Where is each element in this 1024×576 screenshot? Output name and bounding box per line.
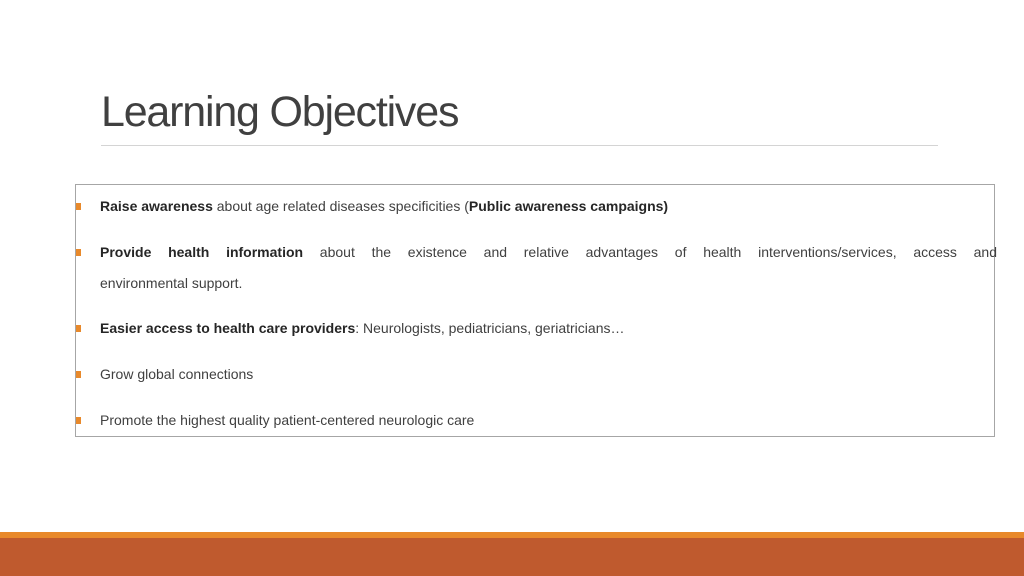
item-bold-text: Easier access to health care providers bbox=[100, 320, 356, 336]
item-text: Grow global connections bbox=[100, 366, 254, 382]
item-text: about the existence and relative advantages of health interventions/services, access and bbox=[303, 244, 997, 260]
square-bullet-icon bbox=[76, 325, 81, 332]
item-text-continuation: environmental support. bbox=[100, 275, 243, 291]
square-bullet-icon bbox=[76, 417, 81, 424]
item-text: about age related diseases specificities ( bbox=[212, 198, 469, 214]
title-underline bbox=[101, 145, 938, 146]
item-bold-text-2: Public awareness campaigns) bbox=[468, 198, 669, 214]
footer-band bbox=[0, 538, 1024, 576]
item-bold-text: Provide health information bbox=[100, 244, 304, 260]
square-bullet-icon bbox=[76, 249, 81, 256]
item-text: : Neurologists, pediatricians, geriatricians… bbox=[355, 320, 625, 336]
item-text: Promote the highest quality patient-centered neurologic care bbox=[100, 412, 475, 428]
item-bold-text: Raise awareness bbox=[100, 198, 213, 214]
objectives-content-box bbox=[75, 184, 995, 437]
square-bullet-icon bbox=[76, 371, 81, 378]
slide-title: Learning Objectives bbox=[101, 88, 459, 136]
square-bullet-icon bbox=[76, 203, 81, 210]
